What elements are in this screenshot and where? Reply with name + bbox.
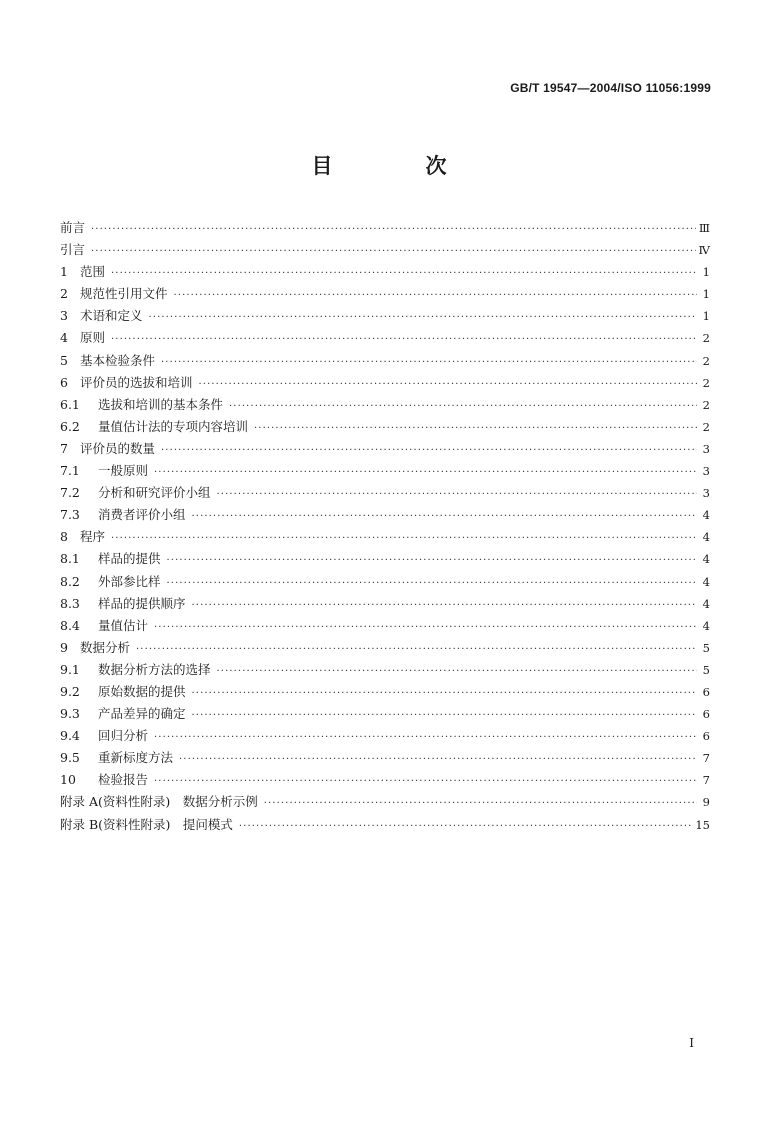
toc-entry-number: 2 (60, 286, 68, 302)
toc-leader-dots (154, 771, 697, 793)
toc-entry[interactable] (60, 482, 710, 504)
toc-entry-label: 量值估计法的专项内容培训 (98, 418, 249, 434)
toc-entry-page: Ⅲ (698, 221, 710, 235)
toc-entry-page: 5 (702, 662, 710, 677)
toc-entry[interactable] (60, 703, 710, 725)
toc-entry-page: 6 (702, 684, 710, 699)
toc-entry-label: 附录 A(资料性附录) 数据分析示例 (60, 794, 258, 810)
toc-entry-label: 样品的提供顺序 (98, 595, 186, 611)
toc-leader-dots (217, 484, 697, 506)
toc-entry-number: 9 (60, 639, 68, 655)
toc-entry-page: 1 (702, 287, 710, 302)
toc-entry-number: 8 (60, 529, 68, 545)
toc-leader-dots (167, 550, 697, 572)
toc-entry-label: 检验报告 (98, 772, 149, 788)
toc-entry-label: 量值估计 (98, 617, 149, 633)
toc-entry-page: 2 (702, 331, 710, 346)
toc-entry-number: 7.3 (60, 507, 80, 523)
toc-entry-number: 9.3 (60, 706, 80, 722)
toc-leader-dots (179, 749, 697, 771)
toc-entry[interactable] (60, 239, 710, 261)
toc-entry-page: 6 (702, 729, 710, 744)
toc-entry-page: 4 (702, 574, 710, 589)
toc-entry-label: 原始数据的提供 (98, 683, 186, 699)
toc-entry-page: 4 (702, 508, 710, 523)
toc-entry-label: 重新标度方法 (98, 750, 174, 766)
toc-entry-page: 2 (702, 353, 710, 368)
toc-entry[interactable] (60, 681, 710, 703)
toc-entry[interactable] (60, 747, 710, 769)
toc-entry-label: 分析和研究评价小组 (98, 485, 211, 501)
toc-entry[interactable] (60, 416, 710, 438)
toc-entry-label: 术语和定义 (80, 308, 143, 324)
toc-leader-dots (192, 683, 697, 705)
toc-leader-dots (149, 307, 697, 329)
toc-entry-label: 附录 B(资料性附录) 提问模式 (60, 816, 233, 832)
toc-entry-number: 7 (60, 440, 68, 456)
toc-entry[interactable] (60, 725, 710, 747)
toc-entry-label: 评价员的选拔和培训 (80, 374, 193, 390)
toc-entry[interactable] (60, 615, 710, 637)
toc-entry-label: 消费者评价小组 (98, 507, 186, 523)
toc-entry-number: 5 (60, 352, 68, 368)
toc-leader-dots (229, 396, 697, 418)
toc-entry-number: 7.1 (60, 463, 80, 479)
toc-entry[interactable] (60, 460, 710, 482)
toc-entry-number: 9.4 (60, 728, 80, 744)
page-number: I (689, 1036, 694, 1050)
toc-entry-page: 3 (702, 486, 710, 501)
toc-entry-page: 4 (702, 530, 710, 545)
table-of-contents (60, 217, 710, 836)
toc-entry-label: 程序 (80, 529, 106, 545)
toc-entry-page: 2 (702, 419, 710, 434)
toc-entry[interactable] (60, 350, 710, 372)
toc-leader-dots (167, 573, 697, 595)
toc-entry-label: 前言 (60, 220, 86, 235)
toc-entry-page: 5 (702, 640, 710, 655)
toc-entry[interactable] (60, 283, 710, 305)
toc-entry-page: 7 (702, 751, 710, 766)
toc-leader-dots (192, 506, 697, 528)
toc-entry-number: 9.2 (60, 683, 80, 699)
toc-entry[interactable] (60, 305, 710, 327)
toc-entry-label: 产品差异的确定 (98, 706, 186, 722)
toc-leader-dots (91, 241, 695, 263)
toc-entry-label: 规范性引用文件 (80, 286, 168, 302)
toc-entry-label: 基本检验条件 (80, 352, 156, 368)
toc-entry-label: 评价员的数量 (80, 440, 156, 456)
toc-entry-number: 8.3 (60, 595, 80, 611)
toc-entry-page: 3 (702, 464, 710, 479)
toc-leader-dots (161, 352, 697, 374)
toc-entry-page: 1 (702, 265, 710, 280)
toc-entry-page: 4 (702, 596, 710, 611)
toc-leader-dots (199, 374, 697, 396)
toc-leader-dots (111, 329, 697, 351)
toc-entry-label: 回归分析 (98, 728, 149, 744)
standard-code: GB/T 19547—2004/ISO 11056:1999 (510, 81, 711, 95)
toc-leader-dots (154, 617, 697, 639)
toc-leader-dots (111, 263, 697, 285)
toc-entry-label: 选拔和培训的基本条件 (98, 396, 224, 412)
toc-leader-dots (174, 285, 697, 307)
toc-entry[interactable] (60, 327, 710, 349)
toc-entry-number: 6.2 (60, 418, 80, 434)
toc-leader-dots (161, 440, 697, 462)
toc-entry-page: 9 (702, 795, 710, 810)
toc-entry-label: 引言 (60, 242, 86, 258)
toc-entry[interactable] (60, 504, 710, 526)
toc-entry-label: 范围 (80, 264, 106, 280)
toc-entry-number: 8.1 (60, 551, 80, 567)
toc-entry-number: 7.2 (60, 485, 80, 501)
toc-entry-label: 数据分析 (80, 639, 131, 655)
page-title: 目 次 (311, 154, 483, 178)
toc-entry[interactable] (60, 438, 710, 460)
toc-entry-page: 6 (702, 707, 710, 722)
toc-entry-page: Ⅳ (698, 243, 710, 258)
toc-entry-page: 3 (702, 441, 710, 456)
toc-entry[interactable] (60, 526, 710, 548)
toc-leader-dots (254, 418, 697, 440)
toc-entry[interactable] (60, 791, 710, 813)
toc-entry-label: 外部参比样 (98, 573, 161, 589)
toc-entry-number: 10 (60, 772, 76, 788)
toc-leader-dots (264, 793, 697, 815)
toc-entry-number: 3 (60, 308, 68, 324)
toc-entry[interactable] (60, 548, 710, 570)
toc-leader-dots (111, 528, 697, 550)
toc-entry-number: 1 (60, 264, 68, 280)
toc-entry[interactable] (60, 217, 710, 239)
toc-leader-dots (136, 639, 697, 661)
toc-entry[interactable] (60, 637, 710, 659)
toc-entry-number: 6 (60, 374, 68, 390)
toc-entry-label: 一般原则 (98, 463, 149, 479)
toc-entry-page: 1 (702, 309, 710, 324)
toc-entry[interactable] (60, 372, 710, 394)
toc-leader-dots (192, 595, 697, 617)
toc-entry-page: 2 (702, 375, 710, 390)
toc-entry-page: 2 (702, 397, 710, 412)
toc-entry-number: 8.4 (60, 617, 80, 633)
toc-entry-page: 4 (702, 552, 710, 567)
toc-entry-page: 7 (702, 773, 710, 788)
toc-leader-dots (217, 661, 697, 683)
toc-leader-dots (91, 219, 696, 241)
toc-entry-number: 9.1 (60, 661, 80, 677)
toc-entry[interactable] (60, 394, 710, 416)
toc-leader-dots (154, 727, 697, 749)
toc-leader-dots (154, 462, 697, 484)
toc-entry-label: 样品的提供 (98, 551, 161, 567)
toc-entry[interactable] (60, 593, 710, 615)
toc-entry-page: 4 (702, 618, 710, 633)
toc-leader-dots (192, 705, 697, 727)
toc-entry-number: 8.2 (60, 573, 80, 589)
toc-entry-number: 4 (60, 330, 68, 346)
toc-entry-page: 15 (695, 817, 710, 832)
toc-entry[interactable] (60, 261, 710, 283)
toc-entry[interactable] (60, 769, 710, 791)
toc-leader-dots (239, 816, 692, 838)
toc-entry[interactable] (60, 659, 710, 681)
toc-entry-label: 原则 (80, 330, 106, 346)
toc-entry-number: 6.1 (60, 396, 80, 412)
toc-entry[interactable] (60, 571, 710, 593)
toc-entry[interactable] (60, 814, 710, 836)
toc-entry-number: 9.5 (60, 750, 80, 766)
toc-entry-label: 数据分析方法的选择 (98, 661, 211, 677)
